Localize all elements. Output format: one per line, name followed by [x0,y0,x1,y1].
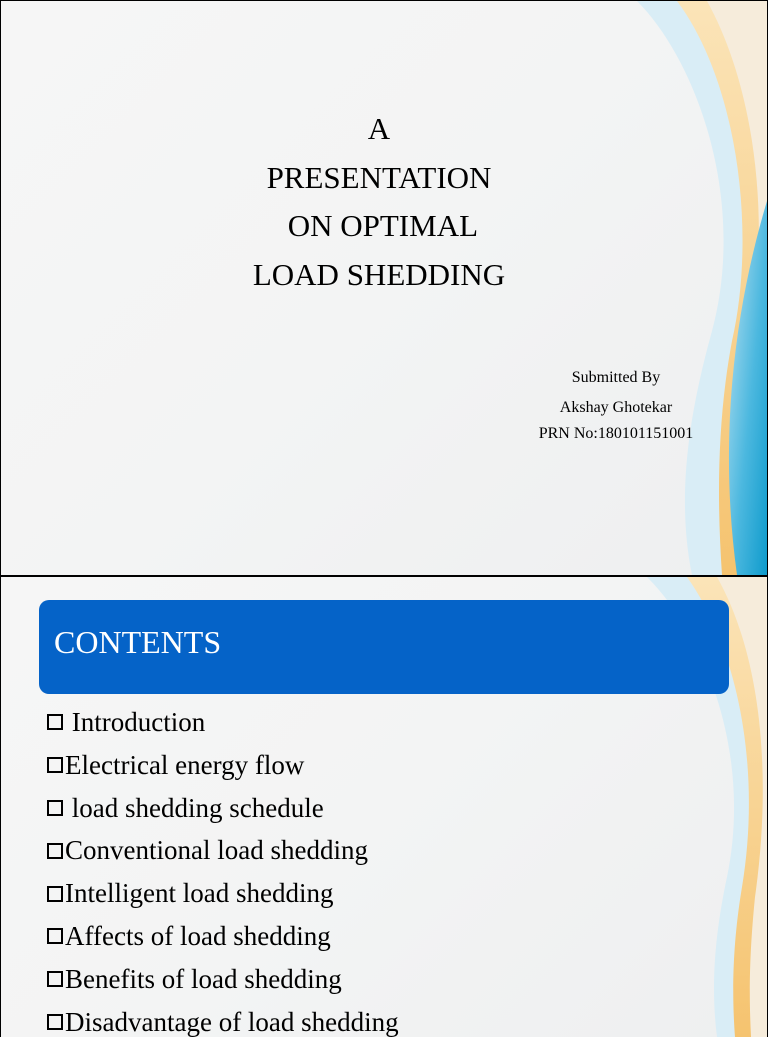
submitted-by-label: Submitted By [571,369,661,386]
contents-slide [0,576,768,1037]
checkbox-bullet-icon [47,714,63,730]
title-line: ON OPTIMAL [279,208,479,243]
list-item: Benefits of load shedding [47,958,399,1001]
prn-number: PRN No:180101151001 [538,425,694,442]
title-line: PRESENTATION [266,159,492,195]
checkbox-bullet-icon [47,928,63,944]
checkbox-bullet-icon [47,1014,63,1030]
list-item: Disadvantage of load shedding [47,1001,399,1037]
author-name: Akshay Ghotekar [559,398,673,416]
checkbox-bullet-icon [47,757,63,773]
decorative-swoosh [637,1,767,575]
checkbox-bullet-icon [47,971,63,987]
title-line: A [367,111,391,146]
contents-heading-bar [39,600,729,694]
checkbox-bullet-icon [47,843,63,859]
list-item: load shedding schedule [47,787,399,830]
list-item: Affects of load shedding [47,915,399,958]
contents-list [47,701,399,1037]
presentation-title [201,105,557,299]
checkbox-bullet-icon [47,800,63,816]
list-item: Electrical energy flow [47,744,399,787]
title-line: LOAD SHEDDING [252,256,506,292]
submission-info [501,363,731,449]
list-item: Introduction [47,701,399,744]
list-item: Conventional load shedding [47,829,399,872]
list-item: Intelligent load shedding [47,872,399,915]
contents-heading: CONTENTS [54,624,222,660]
checkbox-bullet-icon [47,886,63,902]
